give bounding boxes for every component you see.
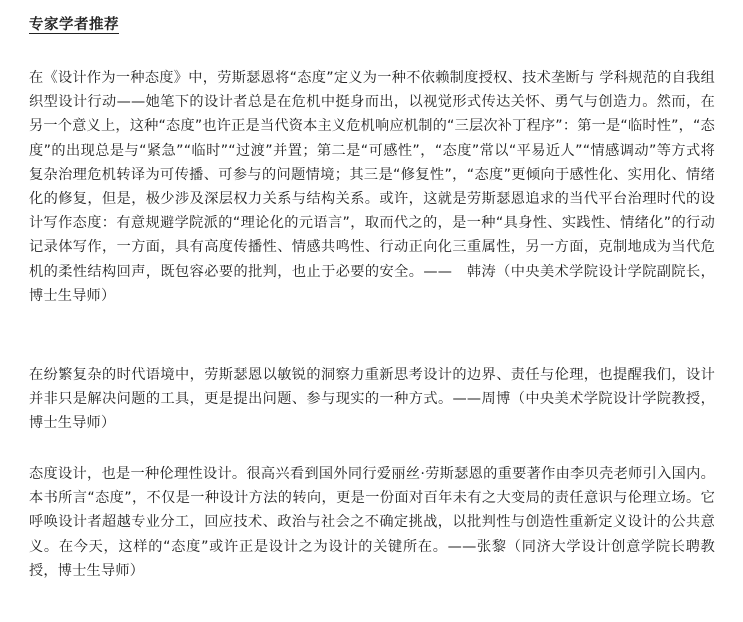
recommendation-zhang-li: 态度设计，也是一种伦理性设计。很高兴看到国外同行爱丽丝·劳斯瑟恩的重要著作由李贝壳老师引入国内。本书所言“态度”，不仅是一种设计方法的转向，更是一份面对百年未有之大变局的责任意识与伦理立场。它呼唤设计者超越专业分工，回应技术、政治与社会之不确定挑战，以批判性与创造性重新定义设计的公共意义。在今天，这样的“态度”或许正是设计之为设计的关键所在。——张黎（同济大学设计创意学院长聘教授，博士生导师） — [29, 466, 715, 579]
section-title: 专家学者推荐 — [29, 17, 119, 33]
recommendation-zhou-bo: 在纷繁复杂的时代语境中，劳斯瑟恩以敏锐的洞察力重新思考设计的边界、责任与伦理，也提醒我们，设计并非只是解决问题的工具，更是提出问题、参与现实的一种方式。——周博（中央美术学院设计学院教授，博士生导师） — [29, 367, 715, 432]
recommendation-han-tao: 在《设计作为一种态度》中，劳斯瑟恩将“态度”定义为一种不依赖制度授权、技术垄断与 学科规范的自我组织型设计行动——她笔下的设计者总是在危机中挺身而出，以视觉形式传达关怀、勇气与创造力。然而，在另一个意义上，这种“态度”也许正是当代资本主义危机响应机制的“三层次补丁程序”：第一是“临时性”，“态度”的出现总是与“紧急”“临时”“过渡”并置；第二是“可感性”，“态度”常以“平易近人”“情感调动”等方式将复杂治理危机转译为可传播、可参与的问题情境；其三是“修复性”，“态度”更倾向于感性化、实用化、情绪化的修复，但是，极少涉及深层权力关系与结构关系。或许，这就是劳斯瑟恩追求的当代平台治理时代的设计写作态度：有意规避学院派的“理论化的元语言”，取而代之的，是一种“具身性、实践性、情绪化”的行动记录体写作，一方面，具有高度传播性、情感共鸣性、行动正向化三重属性，另一方面，克制地成为当代危机的柔性结构回声，既包容必要的批判，也止于必要的安全。—— 韩涛（中央美术学院设计学院副院长，博士生导师） — [29, 70, 715, 304]
